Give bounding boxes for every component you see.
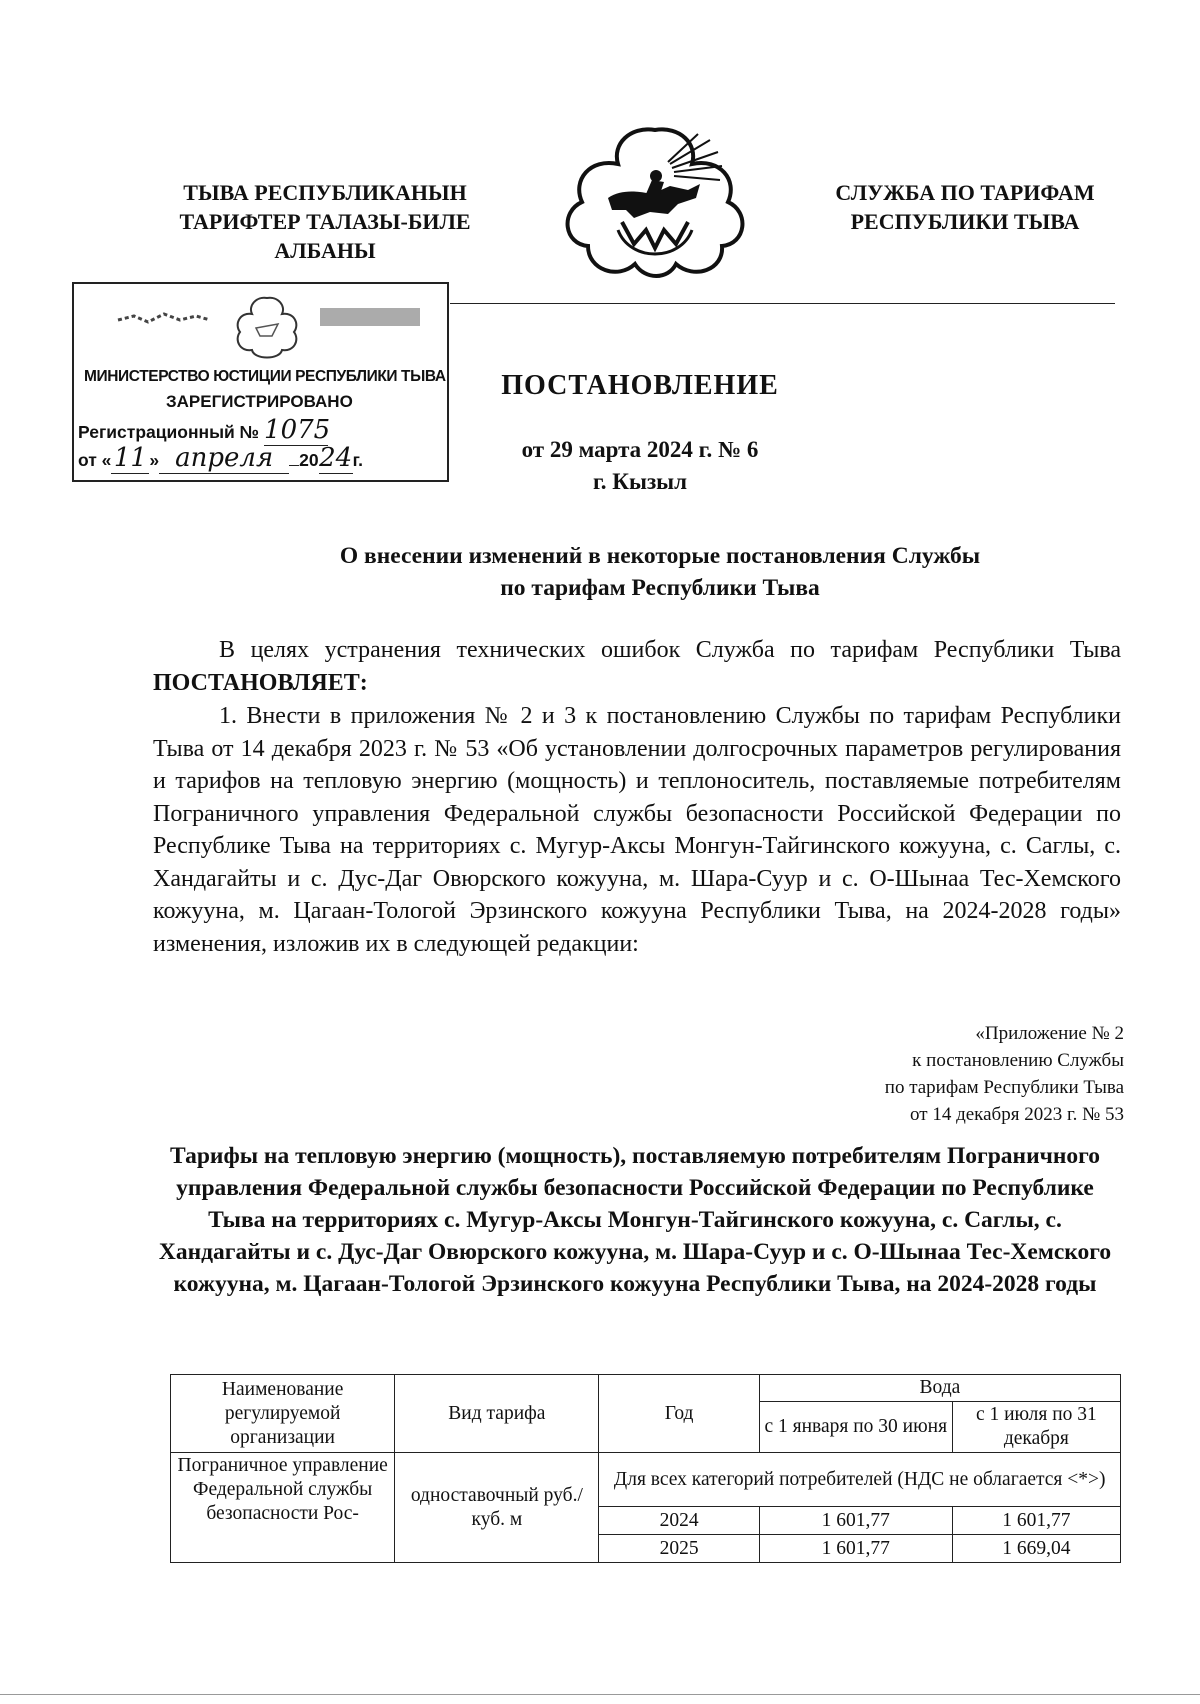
stamp-reg-label: Регистрационный №: [78, 422, 260, 442]
table-title: Тарифы на тепловую энергию (мощность), поставляемую потребителям Пограничного управления Федеральной службы безопасности Российской Федерации по Республике Тыва на территориях с. Мугур-Аксы Монгун-Тайгинского кожууна, с. Саглы, с. Хандагайты и с. Дус-Даг Овюрского кожууна, м. Шара-Суур и с. О-Шынаа Тес-Хемского кожууна, м. Цагаан-Тологой Эрзинского кожууна Республики Тыва, на 2024-2028 годы: [158, 1143, 1112, 1297]
annex-reference: [885, 1020, 1124, 1128]
header-left-line: АЛБАНЫ: [274, 238, 376, 263]
document-title: ПОСТАНОВЛЕНИЕ: [501, 370, 779, 401]
document-city: г. Кызыл: [592, 469, 688, 494]
cell-value: 1 601,77: [759, 1535, 952, 1563]
stamp-noise-left: [114, 306, 214, 330]
cell-org-name: Пограничное управление Федеральной службы безопасности Рос-: [171, 1453, 395, 1563]
cell-tariff-type: одноставочный руб./куб. м: [395, 1453, 599, 1563]
header-org: Наименование регулируемой организации: [171, 1375, 395, 1453]
stamp-date-year-prefix: 20: [299, 450, 319, 470]
header-left-line: ТЫВА РЕСПУБЛИКАНЫН: [183, 180, 467, 205]
main-paragraph: [153, 700, 1121, 960]
cell-category: Для всех категорий потребителей (НДС не облагается <*>): [599, 1453, 1121, 1507]
page-bottom-edge: [0, 1694, 1200, 1695]
header-left-authority: [150, 178, 500, 265]
stamp-reg-line: [78, 415, 331, 446]
cell-year: 2025: [599, 1535, 759, 1563]
header-year: Год: [599, 1375, 759, 1453]
document-subject: [200, 540, 1120, 604]
intro-decree-word: ПОСТАНОВЛЯЕТ:: [153, 669, 368, 696]
stamp-date-quote: »: [149, 450, 160, 470]
stamp-seal-icon: [232, 294, 302, 360]
cell-value: 1 601,77: [952, 1507, 1120, 1535]
annex-line: по тарифам Республики Тыва: [884, 1077, 1124, 1098]
stamp-date-year: 24: [319, 443, 353, 473]
tariff-table: [170, 1374, 1121, 1563]
stamp-noise-right: [316, 302, 426, 332]
subject-line: по тарифам Республики Тыва: [500, 575, 820, 601]
main-text: 1. Внести в приложения № 2 и 3 к постановлению Службы по тарифам Республики Тыва от 14 декабря 2023 г. № 53 «Об установлении долгосрочных параметров регулирования и тарифов на тепловую энергию (мощность) и теплоноситель, поставляемые потребителям Пограничного управления Федеральной службы безопасности Российской Федерации по Республике Тыва на территориях с. Мугур-Аксы Монгун-Тайгинского кожууна, с. Саглы, с. Хандагайты и с. Дус-Даг Овюрского кожууна, м. Шара-Суур и с. О-Шынаа Тес-Хемского кожууна, м. Цагаан-Тологой Эрзинского кожууна Республики Тыва, на 2024-2028 годы» изменения, изложив их в следующей редакции:: [153, 703, 1121, 957]
registration-stamp: [72, 282, 449, 482]
stamp-date-line: [78, 443, 363, 474]
cell-year: 2024: [599, 1507, 759, 1535]
cell-value: 1 669,04: [952, 1535, 1120, 1563]
annex-line: «Приложение № 2: [975, 1023, 1124, 1044]
stamp-date-suffix: г.: [352, 450, 364, 470]
stamp-registered: ЗАРЕГИСТРИРОВАНО: [166, 392, 353, 411]
header-left-line: ТАРИФТЕР ТАЛАЗЫ-БИЛЕ: [179, 209, 471, 234]
stamp-date-prefix: от «: [78, 450, 112, 470]
subject-line: О внесении изменений в некоторые постановления Службы: [339, 543, 981, 569]
intro-paragraph: [153, 634, 1121, 699]
stamp-date-day: 11: [111, 443, 149, 474]
header-right-line: РЕСПУБЛИКИ ТЫВА: [850, 209, 1080, 234]
document-date: от 29 марта 2024 г. № 6: [521, 437, 759, 462]
header-water: Вода: [759, 1375, 1120, 1402]
cell-value: 1 601,77: [759, 1507, 952, 1535]
header-tariff-type: Вид тарифа: [395, 1375, 599, 1453]
stamp-ministry: МИНИСТЕРСТВО ЮСТИЦИИ РЕСПУБЛИКИ ТЫВА: [84, 368, 446, 385]
header-half-2: с 1 июля по 31 декабря: [952, 1402, 1120, 1453]
stamp-reg-number: 1075: [264, 415, 331, 445]
stamp-date-month: апреля: [159, 443, 289, 474]
annex-line: от 14 декабря 2023 г. № 53: [910, 1104, 1124, 1125]
header-right-line: СЛУЖБА ПО ТАРИФАМ: [835, 180, 1095, 205]
tuva-coat-of-arms-icon: [560, 118, 750, 288]
header-right-authority: [800, 178, 1130, 236]
intro-text: В целях устранения технических ошибок Служба по тарифам Республики Тыва: [219, 637, 1121, 663]
header-half-1: с 1 января по 30 июня: [759, 1402, 952, 1453]
annex-line: к постановлению Службы: [912, 1050, 1124, 1071]
header-rule: [450, 303, 1115, 304]
